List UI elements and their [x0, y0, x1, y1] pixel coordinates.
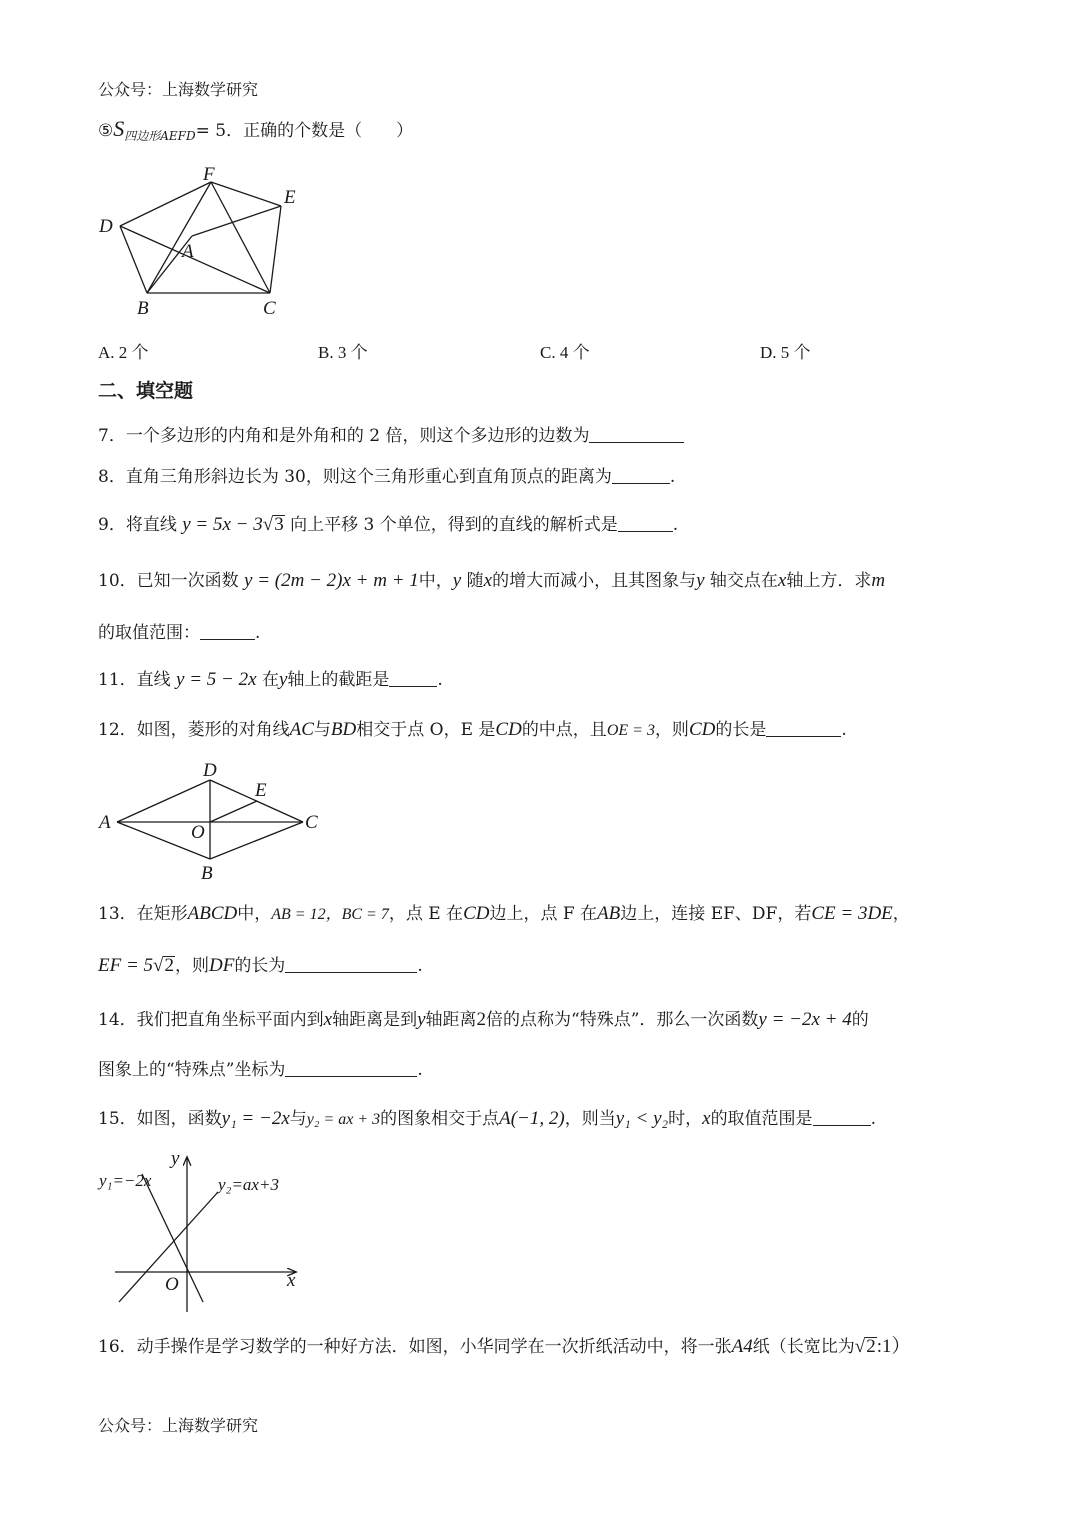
q6-statement-5: $⑤S_{四边形AEFD}= 5$．正确的个数是（ ） [98, 116, 414, 143]
option-c: C. 4 个 [540, 343, 590, 362]
q6-pentagon-figure [95, 160, 325, 320]
label-y2: y₂=ax+3 [218, 1175, 279, 1194]
question-10: 10．已知一次函数 y = (2m − 2)x + m + 1中，y 随x的增大而减小，且其图象与y 轴交点在x轴上方．求m [98, 570, 886, 591]
sqrt-sign: √ [153, 955, 164, 976]
answer-blank [589, 427, 684, 443]
label-y: y [171, 1148, 180, 1169]
question-13: 13．在矩形ABCD中，AB = 12，BC = 7，点 E 在CD边上，点 F 在AB边上，连接 EF、DF，若CE = 3DE， [98, 903, 910, 924]
q12-rhombus-figure [95, 758, 335, 888]
q15-graph-figure [95, 1140, 315, 1315]
question-14: 14．我们把直角坐标平面内到x轴距离是到y轴距离2倍的点称为“特殊点”．那么一次函数y = −2x + 4的 [98, 1009, 869, 1030]
label-a: A [99, 812, 111, 833]
label-b: B [137, 298, 149, 319]
answer-blank [200, 624, 255, 640]
sqrt-sign: √ [854, 1336, 866, 1357]
answer-blank [766, 721, 841, 737]
option-a: A. 2 个 [98, 343, 149, 362]
label-e: E [255, 780, 267, 801]
label-x: x [287, 1270, 296, 1291]
question-15: 15．如图，函数y₁ = −2x与y₂ = ax + 3的图象相交于点A(−1, 2)，则当y₁ < y₂时，x的取值范围是 . [98, 1108, 876, 1129]
option-d: D. 5 个 [760, 343, 811, 362]
question-8: 8．直角三角形斜边长为 30，则这个三角形重心到直角顶点的距离为 . [98, 467, 676, 487]
edge-ae [192, 206, 281, 236]
answer-blank [618, 516, 673, 532]
label-y1: y₁=−2x [99, 1171, 152, 1190]
label-c: C [305, 812, 318, 833]
label-f: F [203, 164, 215, 185]
question-16: 16．动手操作是学习数学的一种好方法．如图，小华同学在一次折纸活动中，将一张A4纸（长宽比为√2:1） [98, 1336, 911, 1357]
label-c: C [263, 298, 276, 319]
question-13-line-2: EF = 5√2，则DF的长为 . [98, 955, 423, 976]
option-b: B. 3 个 [318, 343, 368, 362]
answer-blank [285, 957, 417, 973]
question-11: 11．直线 y = 5 − 2x 在y轴上的截距是 . [98, 669, 443, 690]
question-9: 9．将直线 y = 5x − 3√3 向上平移 3 个单位，得到的直线的解析式是 . [98, 514, 679, 535]
question-14-line-2: 图象上的“特殊点”坐标为 . [98, 1060, 423, 1080]
edge-ad [117, 780, 210, 822]
edge-ec [270, 206, 281, 293]
label-d: D [203, 760, 217, 781]
question-12: 12．如图，菱形的对角线AC与BD相交于点 O，E 是CD的中点，且OE = 3，则CD的长是 . [98, 719, 847, 740]
sqrt-sign: √ [262, 514, 274, 535]
label-e: E [284, 187, 296, 208]
label-o: O [191, 822, 205, 843]
answer-blank [389, 671, 437, 687]
label-a: A [182, 241, 194, 262]
answer-blank [285, 1061, 417, 1077]
answer-blank [612, 468, 670, 484]
label-b: B [201, 863, 213, 884]
answer-blank [813, 1110, 871, 1126]
question-10-line-2: 的取值范围： . [98, 623, 261, 643]
edge-bf [147, 182, 211, 293]
question-7: 7．一个多边形的内角和是外角和的 2 倍，则这个多边形的边数为 [98, 424, 684, 448]
page-footer: 公众号：上海数学研究 [98, 1416, 259, 1435]
section-title: 二、填空题 [98, 380, 194, 402]
label-o: O [165, 1274, 179, 1295]
segment-oe [210, 801, 257, 822]
edge-df [120, 182, 211, 226]
page-header: 公众号：上海数学研究 [98, 80, 259, 99]
label-d: D [99, 216, 113, 237]
edge-cb [210, 822, 303, 859]
